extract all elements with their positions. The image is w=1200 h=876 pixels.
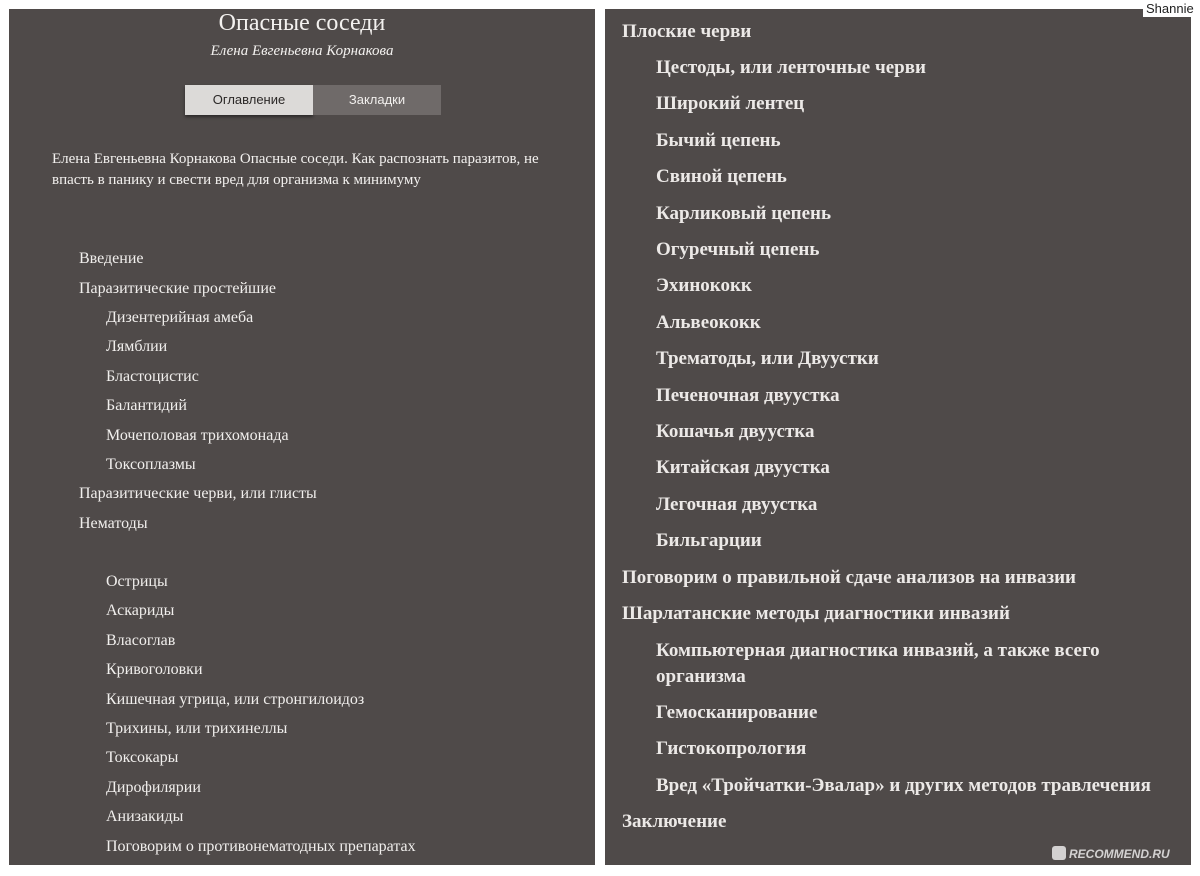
toc-item-pinworms[interactable]: Острицы <box>106 573 168 590</box>
watermark-username: Shannie <box>1143 1 1197 17</box>
toc-item-ascarids[interactable]: Аскариды <box>106 602 175 619</box>
recommend-logo-icon <box>1052 846 1066 860</box>
toc-item-proper-testing[interactable]: Поговорим о правильной сдаче анализов на инвазии <box>622 567 1076 588</box>
toc-item-histocoprology[interactable]: Гистокопрология <box>656 738 807 759</box>
toc-item-echinococcus[interactable]: Эхинококк <box>656 275 752 296</box>
toc-item-anisakids[interactable]: Анизакиды <box>106 808 184 825</box>
toc-item-alveococcus[interactable]: Альвеококк <box>656 312 761 333</box>
toc-item-trichomonas[interactable]: Мочеполовая трихомонада <box>106 427 289 444</box>
toc-item-dwarf-tapeworm[interactable]: Карликовый цепень <box>656 203 831 224</box>
toc-item-parasitic-worms[interactable]: Паразитические черви, или глисты <box>79 485 317 502</box>
toc-item-conclusion[interactable]: Заключение <box>622 811 727 832</box>
toc-item-dysentery-amoeba[interactable]: Дизентерийная амеба <box>106 309 254 326</box>
toc-item-schistosoma[interactable]: Бильгарции <box>656 530 762 551</box>
tab-bookmarks[interactable]: Закладки <box>313 85 441 115</box>
right-reader-panel <box>605 9 1191 865</box>
tab-contents[interactable]: Оглавление <box>185 85 313 115</box>
left-reader-panel <box>9 9 595 865</box>
toc-item-cat-fluke[interactable]: Кошачья двуустка <box>656 421 815 442</box>
toc-item-giardia[interactable]: Лямблии <box>106 338 168 355</box>
toc-item-strongyloides[interactable]: Кишечная угрица, или стронгилоидоз <box>106 691 365 708</box>
toc-item-cestodes[interactable]: Цестоды, или ленточные черви <box>656 57 926 78</box>
toc-item-toxocara[interactable]: Токсокары <box>106 749 179 766</box>
toc-item-hookworms[interactable]: Кривоголовки <box>106 661 203 678</box>
toc-item-trematodes[interactable]: Трематоды, или Двуустки <box>656 348 879 369</box>
toc-item-broad-tapeworm[interactable]: Широкий лентец <box>656 93 805 114</box>
toc-item-introduction[interactable]: Введение <box>79 250 144 267</box>
toc-item-beef-tapeworm[interactable]: Бычий цепень <box>656 130 781 151</box>
book-title: Опасные соседи <box>218 10 386 36</box>
toc-item-dirofilaria[interactable]: Дирофилярии <box>106 779 201 796</box>
toc-item-hemoscanning[interactable]: Гемосканирование <box>656 702 818 723</box>
toc-item-cucumber-tapeworm[interactable]: Огуречный цепень <box>656 239 820 260</box>
toc-item-lung-fluke[interactable]: Легочная двуустка <box>656 494 818 515</box>
toc-item-computer-diagnostics[interactable]: Компьютерная диагностика инвазий, а также всего организма <box>656 640 1100 687</box>
toc-item-whipworm[interactable]: Власоглав <box>106 632 176 649</box>
book-full-title[interactable]: Елена Евгеньевна Корнакова Опасные соседи. Как распознать паразитов, не впасть в панику и свести вред для организма к минимуму <box>52 151 539 188</box>
toc-item-chinese-fluke[interactable]: Китайская двуустка <box>656 457 830 478</box>
toc-item-nematodes[interactable]: Нематоды <box>79 515 148 532</box>
toc-item-blastocystis[interactable]: Бластоцистис <box>106 368 199 385</box>
toc-item-troichatka-harm[interactable]: Вред «Тройчатки-Эвалар» и других методов травлечения <box>656 775 1151 796</box>
toc-item-parasitic-protozoa[interactable]: Паразитические простейшие <box>79 280 276 297</box>
toc-item-pork-tapeworm[interactable]: Свиной цепень <box>656 166 787 187</box>
toc-item-trichinella[interactable]: Трихины, или трихинеллы <box>106 720 288 737</box>
toc-item-liver-fluke[interactable]: Печеночная двуустка <box>656 385 840 406</box>
toc-item-balantidium[interactable]: Балантидий <box>106 397 187 414</box>
watermark-site-label: RECOMMEND.RU <box>1069 847 1170 861</box>
toc-tabs <box>185 85 441 115</box>
watermark-site <box>1052 846 1170 862</box>
toc-item-antinematode-drugs[interactable]: Поговорим о противонематодных препаратах <box>106 838 416 855</box>
toc-item-charlatan-methods[interactable]: Шарлатанские методы диагностики инвазий <box>622 603 1010 624</box>
toc-item-toxoplasma[interactable]: Токсоплазмы <box>106 456 196 473</box>
book-author: Елена Евгеньевна Корнакова <box>210 43 394 59</box>
toc-item-flatworms[interactable]: Плоские черви <box>622 21 752 42</box>
